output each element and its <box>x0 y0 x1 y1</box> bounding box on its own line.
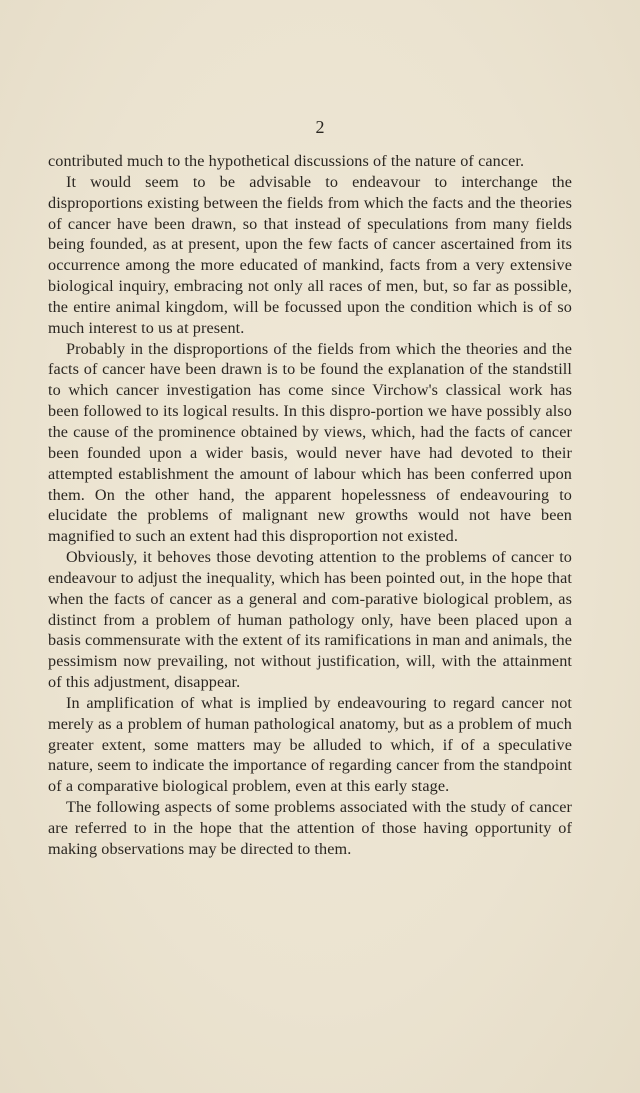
paragraph-4: Obviously, it behoves those devoting attention to the problems of cancer to endeavour to adjust the inequality, which has been pointed out, in the hope that when the facts of cancer as a general and com-parative biological problem, as distinct from a problem of human pathology only, have been placed upon a basis commensurate with the extent of its ramifications in man and animals, the pessimism now prevailing, not without justification, will, with the attainment of this adjustment, disappear. <box>48 548 572 692</box>
page-number: 2 <box>315 117 325 137</box>
paragraph-3: Probably in the disproportions of the fields from which the theories and the facts of cancer have been drawn is to be found the explanation of the standstill to which cancer investigation has come since Virchow's classical work has been followed to its logical results. In this dispro-portion we have possibly also the cause of the prominence obtained by views, which, had the facts of cancer been founded upon a wider basis, would never have had devoted to their attempted establishment the amount of labour which has been conferred upon them. On the other hand, the apparent hopelessness of endeavouring to elucidate the problems of malignant new growths would not have been magnified to such an extent had this disproportion not existed. <box>48 339 572 546</box>
paragraph-2: It would seem to be advisable to endeavour to interchange the disproportions existing between the fields from which the facts and the theories of cancer have been drawn, so that instead of speculations from many fields being founded, as at present, upon the few facts of cancer ascertained from its occurrence among the more educated of mankind, facts from a very extensive biological inquiry, embracing not only all races of men, but, so far as possible, the entire animal kingdom, will be focussed upon the condition which is of so much interest to us at present. <box>48 172 572 337</box>
paragraph-5: In amplification of what is implied by endeavouring to regard cancer not merely as a problem of human pathological anatomy, but as a problem of much greater extent, some matters may be alluded to which, if of a speculative nature, seem to indicate the importance of regarding cancer from the standpoint of a comparative biological problem, even at this early stage. <box>48 693 572 796</box>
paragraph-6: The following aspects of some problems associated with the study of cancer are referred to in the hope that the attention of those having opportunity of making observations may be directed to them. <box>48 798 572 858</box>
body-text <box>48 151 572 860</box>
paragraph-1: contributed much to the hypothetical discussions of the nature of cancer. <box>48 152 525 170</box>
